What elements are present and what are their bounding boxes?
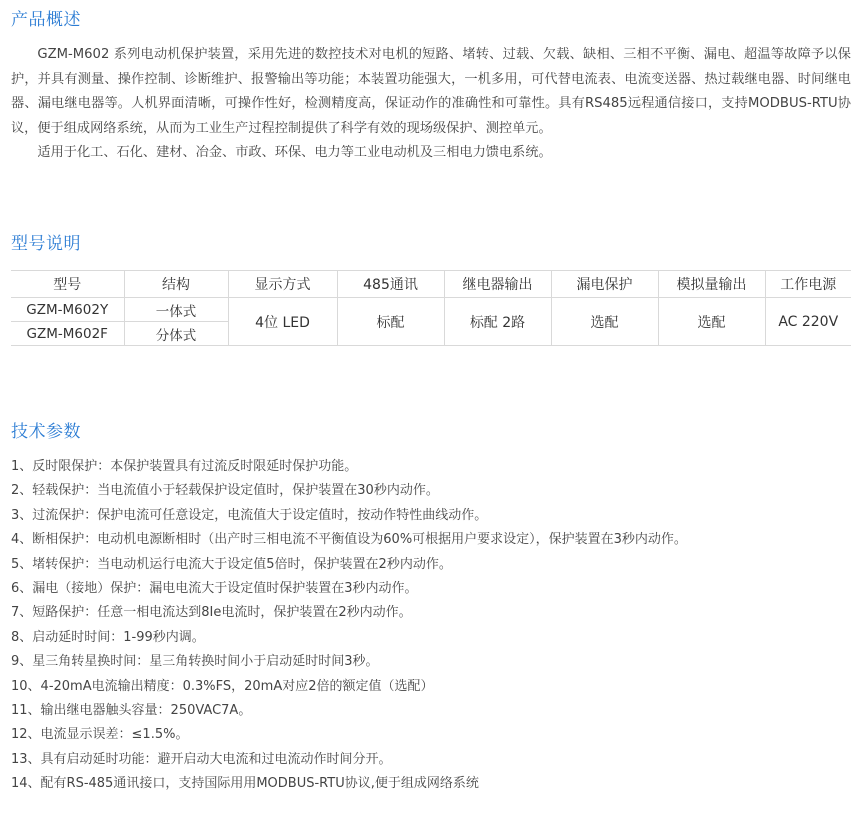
table-header-row [11, 271, 851, 298]
header-structure: 结构 [124, 271, 228, 298]
overview-paragraph-2: 适用于化工、石化、建材、冶金、市政、环保、电力等工业电动机及三相电力馈电系统。 [37, 145, 552, 161]
list-item: 13、具有启动延时功能：避开启动大电流和过电流动作时间分开。 [11, 751, 392, 767]
header-analog: 模拟量输出 [658, 271, 765, 298]
list-item: 8、启动延时时间：1-99秒内调。 [11, 629, 205, 645]
cell-display: 4位 LED [228, 298, 337, 346]
list-item: 9、星三角转星换时间：星三角转换时间小于启动延时时间3秒。 [11, 654, 379, 670]
cell-model: GZM-M602F [11, 322, 124, 346]
params-list [11, 455, 851, 796]
list-item: 14、配有RS-485通讯接口，支持国际用用MODBUS-RTU协议,便于组成网络系统 [11, 776, 479, 792]
cell-485: 标配 [337, 298, 444, 346]
overview-text [11, 43, 851, 166]
table-row [11, 298, 851, 322]
cell-power: AC 220V [765, 298, 851, 346]
section-title-overview: 产品概述 [11, 10, 81, 30]
list-item: 3、过流保护：保护电流可任意设定，电流值大于设定值时，按动作特性曲线动作。 [11, 507, 488, 523]
cell-structure: 一体式 [124, 298, 228, 322]
list-item: 12、电流显示误差：≤1.5%。 [11, 727, 189, 743]
list-item: 5、堵转保护：当电动机运行电流大于设定值5倍时，保护装置在2秒内动作。 [11, 556, 452, 572]
header-model: 型号 [11, 271, 124, 298]
list-item: 1、反时限保护：本保护装置具有过流反时限延时保护功能。 [11, 459, 358, 474]
cell-relay: 标配 2路 [444, 298, 551, 346]
cell-structure: 分体式 [124, 322, 228, 346]
list-item: 4、断相保护：电动机电源断相时（出产时三相电流不平衡值设为60%可根据用户要求设定），保护装置在3秒内动作。 [11, 532, 687, 548]
cell-model: GZM-M602Y [11, 298, 124, 322]
header-485: 485通讯 [337, 271, 444, 298]
overview-paragraph-1: GZM-M602 系列电动机保护装置，采用先进的数控技术对电机的短路、堵转、过载、欠载、缺相、三相不平衡、漏电、超温等故障予以保护，并具有测量、操作控制、诊断维护、报警输出等功能；本装置功能强大，一机多用，可代替电流表、电流变送器、热过载继电器、时间继电器、漏电继电器等。人机界面清晰，可操作性好，检测精度高，保证动作的准确性和可靠性。具有RS485远程通信接口，支持MODBUS-RTU协议，便于组成网络系统，从而为工业生产过程控制提供了科学有效的现场级保护、测控单元。 [11, 47, 851, 136]
list-item: 11、输出继电器触头容量：250VAC7A。 [11, 702, 252, 718]
list-item: 7、短路保护：任意一相电流达到8Ie电流时，保护装置在2秒内动作。 [11, 605, 412, 621]
section-title-params: 技术参数 [11, 422, 81, 442]
header-leakage: 漏电保护 [551, 271, 658, 298]
header-display: 显示方式 [228, 271, 337, 298]
list-item: 10、4-20mA电流输出精度：0.3%FS，20mA对应2倍的额定值（选配） [11, 678, 434, 694]
section-title-model: 型号说明 [11, 234, 81, 254]
header-power: 工作电源 [765, 271, 851, 298]
list-item: 2、轻载保护：当电流值小于轻载保护设定值时，保护装置在30秒内动作。 [11, 483, 439, 499]
list-item: 6、漏电（接地）保护：漏电电流大于设定值时保护装置在3秒内动作。 [11, 580, 418, 596]
header-relay: 继电器输出 [444, 271, 551, 298]
cell-analog: 选配 [658, 298, 765, 346]
cell-leakage: 选配 [551, 298, 658, 346]
model-spec-table [11, 270, 851, 346]
